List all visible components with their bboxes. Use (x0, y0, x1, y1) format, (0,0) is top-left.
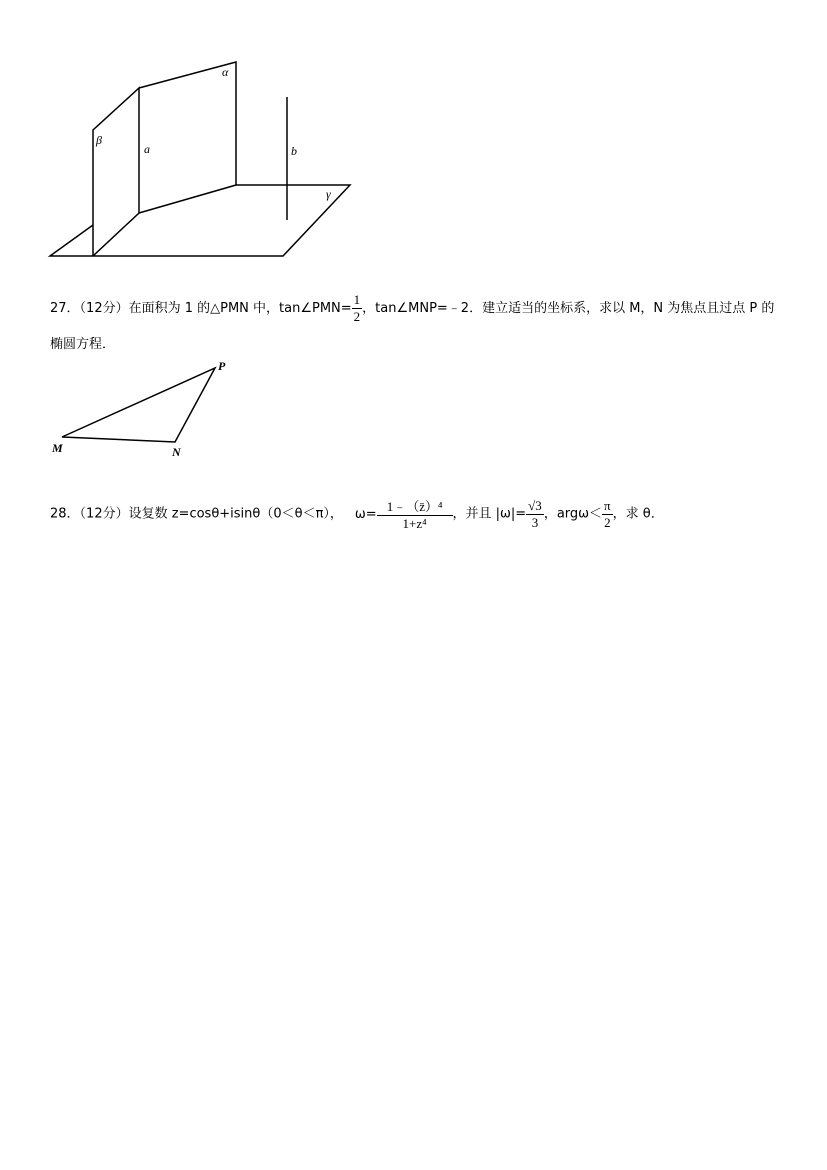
frac-den: 3 (531, 514, 539, 530)
label-n: N (172, 445, 181, 459)
triangle-pmn (62, 368, 215, 442)
triangle-figure (0, 355, 260, 465)
plane-beta (93, 88, 139, 256)
q27-text-2: ，tan∠MNP=﹣2．建立适当的坐标系，求以 M，N 为焦点且过点 P 的 (362, 301, 775, 316)
label-a: a (144, 142, 150, 156)
q28-text-4: ，求 θ． (612, 506, 664, 522)
q27-number: 27． (50, 301, 80, 316)
frac-den: 2 (604, 514, 611, 530)
question-28 (50, 496, 664, 532)
frac-num: 1 (353, 292, 361, 307)
label-p: P (218, 359, 226, 373)
q28-text-3: ，argω＜ (543, 506, 603, 522)
label-beta: β (96, 133, 102, 147)
label-b: b (291, 144, 297, 158)
q27-score: （12分） (79, 301, 129, 316)
frac-den: 2 (353, 309, 361, 324)
q28-score: （12分） (79, 506, 129, 522)
plane-alpha (139, 62, 236, 213)
fraction-sqrt3-3 (526, 498, 544, 531)
planes-figure (0, 0, 400, 280)
fraction-one-half (352, 292, 363, 325)
frac-num: √3 (528, 497, 542, 513)
label-gamma: γ (326, 187, 331, 201)
q27-line2: 椭圆方程． (50, 337, 116, 352)
label-alpha: α (222, 65, 229, 79)
frac-num: 1﹣（z̄）⁴ (377, 496, 453, 516)
fraction-pi-2 (602, 498, 613, 531)
q27-text: 在面积为 1 的△PMN 中，tan∠PMN= (128, 301, 352, 316)
label-m: M (52, 441, 63, 455)
q28-text-2: ，并且 |ω|= (452, 506, 527, 522)
fraction-omega (377, 496, 453, 532)
frac-num: π (604, 497, 611, 513)
question-27 (50, 292, 774, 325)
q28-number: 28． (50, 506, 80, 522)
omega-eq: ω= (354, 506, 377, 522)
q28-text: 设复数 z=cosθ+isinθ（0＜θ＜π）， (128, 506, 343, 522)
frac-den: 1+z⁴ (402, 516, 427, 531)
